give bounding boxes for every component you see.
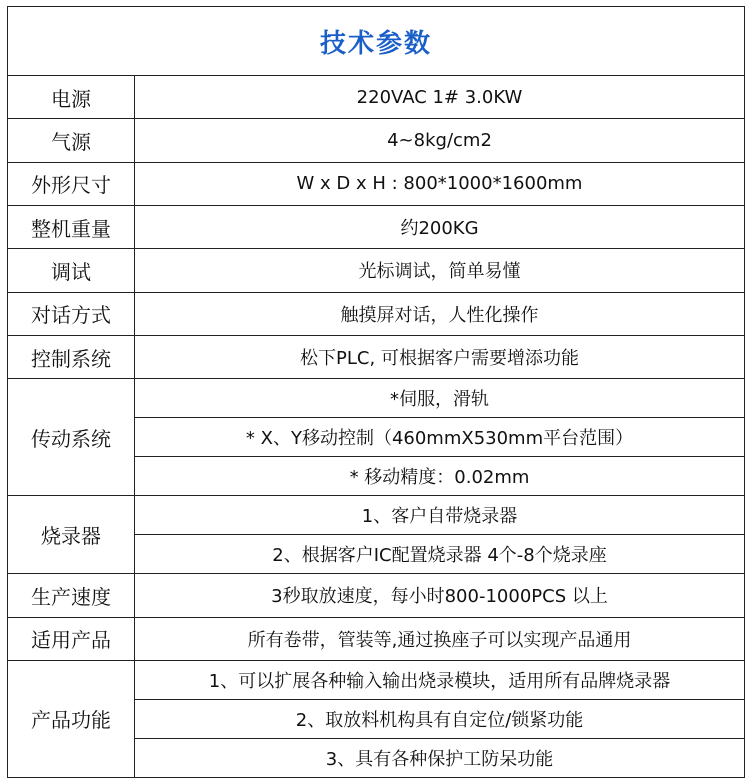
row-value: 触摸屏对话，人性化操作 [135, 292, 745, 335]
table-row [8, 660, 745, 699]
row-value: 1、客户自带烧录器 [135, 496, 745, 535]
table-row [8, 205, 745, 248]
table-row [8, 496, 745, 535]
row-label: 传动系统 [8, 379, 135, 496]
table-title: 技术参数 [8, 7, 745, 76]
row-value: 2、根据客户IC配置烧录器 4个-8个烧录座 [135, 535, 745, 574]
row-label: 电源 [8, 76, 135, 119]
row-value: *伺服，滑轨 [135, 379, 745, 418]
row-value: * X、Y移动控制（460mmX530mm平台范围） [135, 418, 745, 457]
row-value: 光标调试，简单易懂 [135, 249, 745, 292]
row-label: 气源 [8, 119, 135, 162]
table-row [8, 379, 745, 418]
row-value: * 移动精度：0.02mm [135, 457, 745, 496]
row-value: 所有卷带，管装等,通过换座子可以实现产品通用 [135, 617, 745, 660]
table-row [8, 335, 745, 378]
row-value: 3、具有各种保护工防呆功能 [135, 738, 745, 777]
row-value: 3秒取放速度，每小时800-1000PCS 以上 [135, 574, 745, 617]
row-value: 约200KG [135, 205, 745, 248]
row-value: 220VAC 1# 3.0KW [135, 76, 745, 119]
row-value: 4~8kg/cm2 [135, 119, 745, 162]
table-row [8, 292, 745, 335]
row-label: 外形尺寸 [8, 162, 135, 205]
table-row [8, 119, 745, 162]
row-label: 烧录器 [8, 496, 135, 574]
row-label: 对话方式 [8, 292, 135, 335]
row-value: 2、取放料机构具有自定位/锁紧功能 [135, 699, 745, 738]
spec-table-body [8, 7, 745, 778]
row-value: W x D x H : 800*1000*1600mm [135, 162, 745, 205]
table-row [8, 574, 745, 617]
table-row [8, 249, 745, 292]
row-label: 控制系统 [8, 335, 135, 378]
table-row [8, 76, 745, 119]
row-value: 松下PLC, 可根据客户需要增添功能 [135, 335, 745, 378]
table-row [8, 617, 745, 660]
row-label: 生产速度 [8, 574, 135, 617]
row-label: 适用产品 [8, 617, 135, 660]
row-label: 整机重量 [8, 205, 135, 248]
row-label: 产品功能 [8, 660, 135, 777]
title-row [8, 7, 745, 76]
spec-table [7, 6, 745, 778]
row-label: 调试 [8, 249, 135, 292]
table-row [8, 162, 745, 205]
row-value: 1、可以扩展各种输入输出烧录模块，适用所有品牌烧录器 [135, 660, 745, 699]
